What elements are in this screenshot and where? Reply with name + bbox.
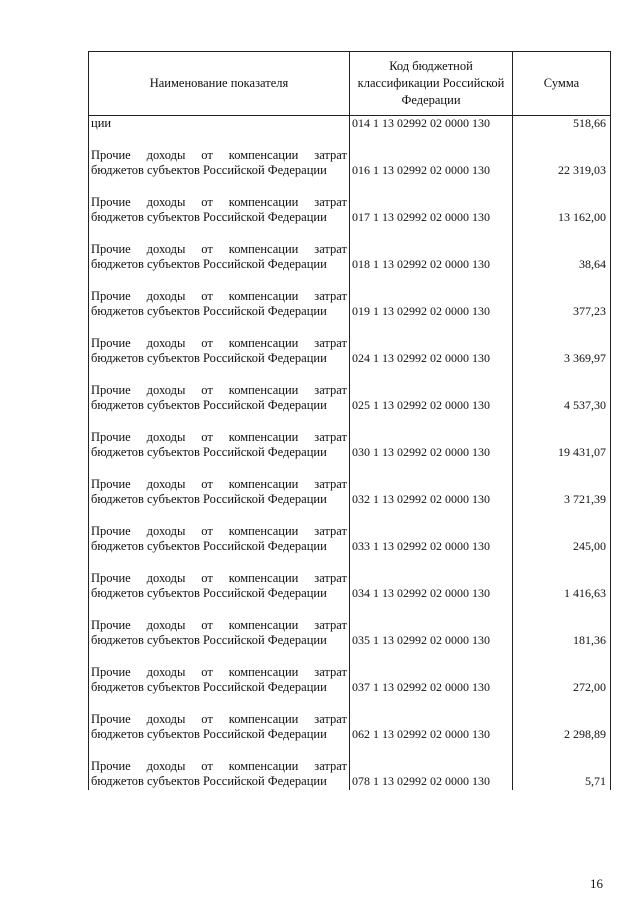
row-name [89, 743, 350, 790]
row-name [89, 649, 350, 696]
row-name-text: Прочие доходы от компенсации затрат бюджетов субъектов Российской Федерации [91, 711, 347, 742]
row-code: 017 1 13 02992 02 0000 130 [350, 179, 513, 226]
revenue-table [88, 51, 611, 790]
row-name-text: Прочие доходы от компенсации затрат бюджетов субъектов Российской Федерации [91, 476, 347, 507]
row-code: 018 1 13 02992 02 0000 130 [350, 226, 513, 273]
table-row [89, 414, 611, 461]
row-code: 016 1 13 02992 02 0000 130 [350, 132, 513, 179]
row-code: 033 1 13 02992 02 0000 130 [350, 508, 513, 555]
row-name-text: Прочие доходы от компенсации затрат бюджетов субъектов Российской Федерации [91, 335, 347, 366]
row-sum: 19 431,07 [513, 414, 611, 461]
row-code: 037 1 13 02992 02 0000 130 [350, 649, 513, 696]
row-code: 014 1 13 02992 02 0000 130 [350, 116, 513, 133]
page-number: 16 [590, 876, 603, 891]
table-row [89, 116, 611, 133]
row-sum: 5,71 [513, 743, 611, 790]
table-row [89, 649, 611, 696]
row-sum: 245,00 [513, 508, 611, 555]
row-name [89, 696, 350, 743]
row-name [89, 132, 350, 179]
row-name [89, 555, 350, 602]
row-sum: 2 298,89 [513, 696, 611, 743]
row-name [89, 602, 350, 649]
row-sum: 4 537,30 [513, 367, 611, 414]
row-code: 034 1 13 02992 02 0000 130 [350, 555, 513, 602]
table-row [89, 179, 611, 226]
header-sum: Сумма [513, 52, 611, 116]
table-row [89, 461, 611, 508]
row-name-text: Прочие доходы от компенсации затрат бюджетов субъектов Российской Федерации [91, 523, 347, 554]
header-code: Код бюджетной классификации Российской Федерации [350, 52, 513, 116]
row-code: 035 1 13 02992 02 0000 130 [350, 602, 513, 649]
table-row [89, 602, 611, 649]
table-row [89, 367, 611, 414]
row-name [89, 320, 350, 367]
header-name: Наименование показателя [89, 52, 350, 116]
row-sum: 377,23 [513, 273, 611, 320]
table-row [89, 508, 611, 555]
row-name-text: Прочие доходы от компенсации затрат бюджетов субъектов Российской Федерации [91, 382, 347, 413]
table-row [89, 226, 611, 273]
row-name [89, 414, 350, 461]
row-name-text: Прочие доходы от компенсации затрат бюджетов субъектов Российской Федерации [91, 288, 347, 319]
row-name-text: Прочие доходы от компенсации затрат бюджетов субъектов Российской Федерации [91, 429, 347, 460]
row-name [89, 226, 350, 273]
row-name-text: Прочие доходы от компенсации затрат бюджетов субъектов Российской Федерации [91, 147, 347, 178]
row-sum: 38,64 [513, 226, 611, 273]
row-sum: 518,66 [513, 116, 611, 133]
row-sum: 3 369,97 [513, 320, 611, 367]
row-sum: 22 319,03 [513, 132, 611, 179]
table-row [89, 743, 611, 790]
table-row [89, 696, 611, 743]
row-code: 024 1 13 02992 02 0000 130 [350, 320, 513, 367]
row-sum: 3 721,39 [513, 461, 611, 508]
table-row [89, 320, 611, 367]
row-sum: 13 162,00 [513, 179, 611, 226]
row-sum: 1 416,63 [513, 555, 611, 602]
row-name-text: Прочие доходы от компенсации затрат бюджетов субъектов Российской Федерации [91, 570, 347, 601]
table-header-row [89, 52, 611, 116]
table-row [89, 132, 611, 179]
row-name-text: Прочие доходы от компенсации затрат бюджетов субъектов Российской Федерации [91, 758, 347, 789]
table-row [89, 555, 611, 602]
row-name [89, 461, 350, 508]
row-name [89, 179, 350, 226]
row-sum: 272,00 [513, 649, 611, 696]
row-code: 030 1 13 02992 02 0000 130 [350, 414, 513, 461]
table-row [89, 273, 611, 320]
row-name [89, 508, 350, 555]
row-sum: 181,36 [513, 602, 611, 649]
row-code: 062 1 13 02992 02 0000 130 [350, 696, 513, 743]
row-name-text: Прочие доходы от компенсации затрат бюджетов субъектов Российской Федерации [91, 617, 347, 648]
row-name [89, 367, 350, 414]
row-name-text: Прочие доходы от компенсации затрат бюджетов субъектов Российской Федерации [91, 664, 347, 695]
row-code: 019 1 13 02992 02 0000 130 [350, 273, 513, 320]
row-code: 025 1 13 02992 02 0000 130 [350, 367, 513, 414]
row-name [89, 273, 350, 320]
table-body [89, 116, 611, 791]
row-code: 078 1 13 02992 02 0000 130 [350, 743, 513, 790]
row-name: ции [89, 116, 350, 133]
row-name-text: Прочие доходы от компенсации затрат бюджетов субъектов Российской Федерации [91, 194, 347, 225]
row-code: 032 1 13 02992 02 0000 130 [350, 461, 513, 508]
row-name-text: Прочие доходы от компенсации затрат бюджетов субъектов Российской Федерации [91, 241, 347, 272]
